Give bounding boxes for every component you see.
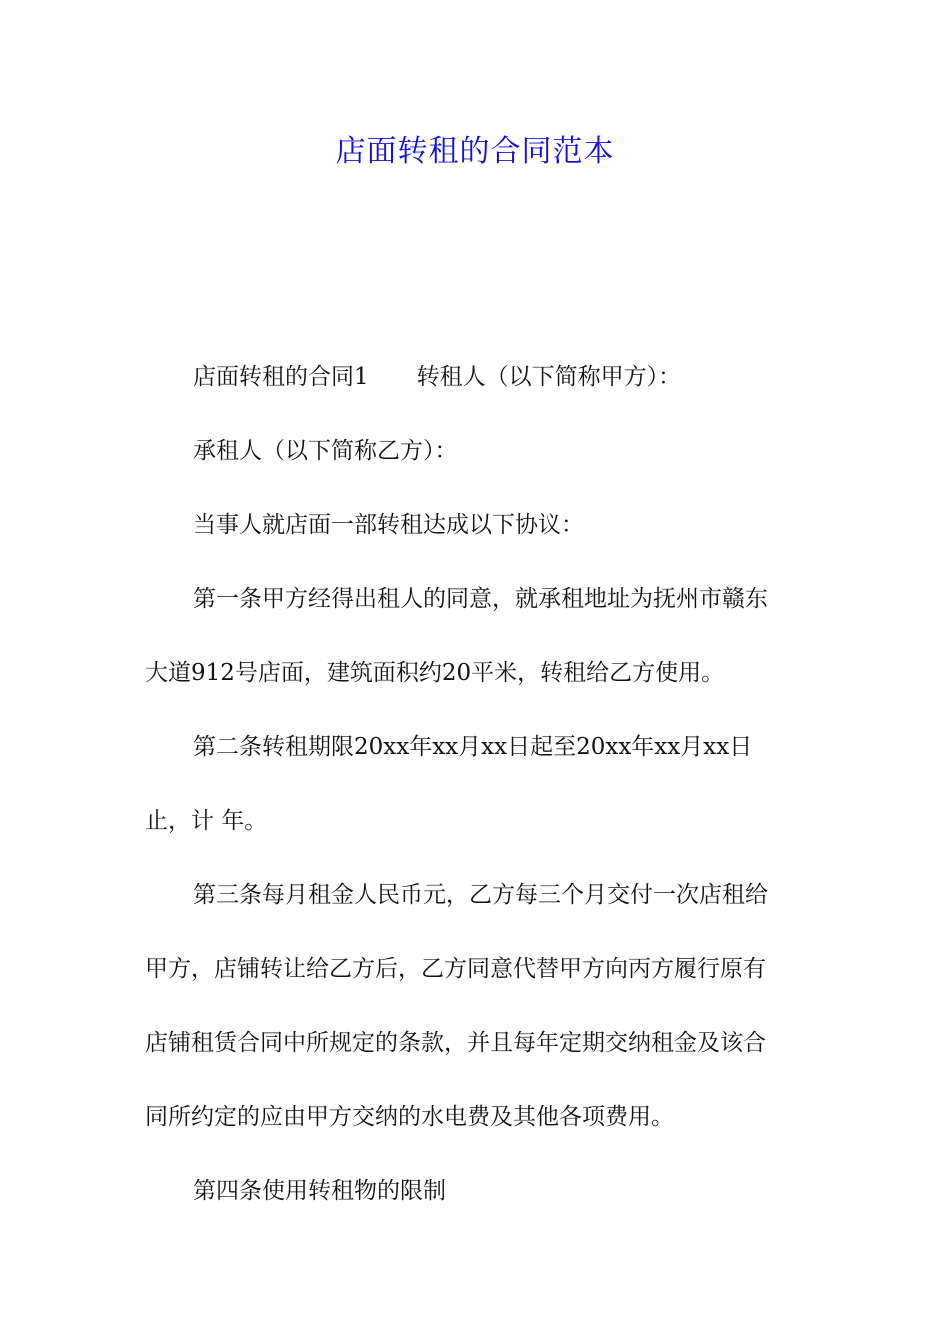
paragraph-article-1 (145, 562, 805, 710)
article-3-line-2: 甲方，店铺转让给乙方后，乙方同意代替甲方向丙方履行原有 (145, 956, 766, 982)
paragraph-contract-heading (145, 340, 805, 414)
article-1-line-1: 第一条甲方经得出租人的同意，就承租地址为抚州市赣东 (193, 586, 768, 612)
paragraph-article-2 (145, 710, 805, 858)
paragraph-lessee: 承租人（以下简称乙方）： (193, 438, 458, 464)
sublessor-label: 转租人（以下简称甲方）： (416, 364, 682, 390)
article-2-line-2: 止，计 年。 (145, 808, 268, 834)
paragraph-agreement-intro: 当事人就店面一部转租达成以下协议： (193, 512, 584, 538)
article-3-line-1: 第三条每月租金人民币元，乙方每三个月交付一次店租给 (193, 882, 768, 908)
document-body (145, 340, 805, 1228)
article-3-line-3: 店铺租赁合同中所规定的条款，并且每年定期交纳租金及该合 (145, 1030, 766, 1056)
article-1-line-2: 大道912号店面，建筑面积约20平米，转租给乙方使用。 (145, 660, 725, 686)
article-2-line-1: 第二条转租期限20xx年xx月xx日起至20xx年xx月xx日 (193, 734, 753, 760)
contract-number-label: 店面转租的合同1 (193, 364, 369, 390)
article-3-line-4: 同所约定的应由甲方交纳的水电费及其他各项费用。 (145, 1104, 674, 1130)
paragraph-article-4: 第四条使用转租物的限制 (193, 1178, 446, 1204)
document-title: 店面转租的合同范本 (335, 134, 615, 169)
paragraph-article-3 (145, 858, 805, 1154)
